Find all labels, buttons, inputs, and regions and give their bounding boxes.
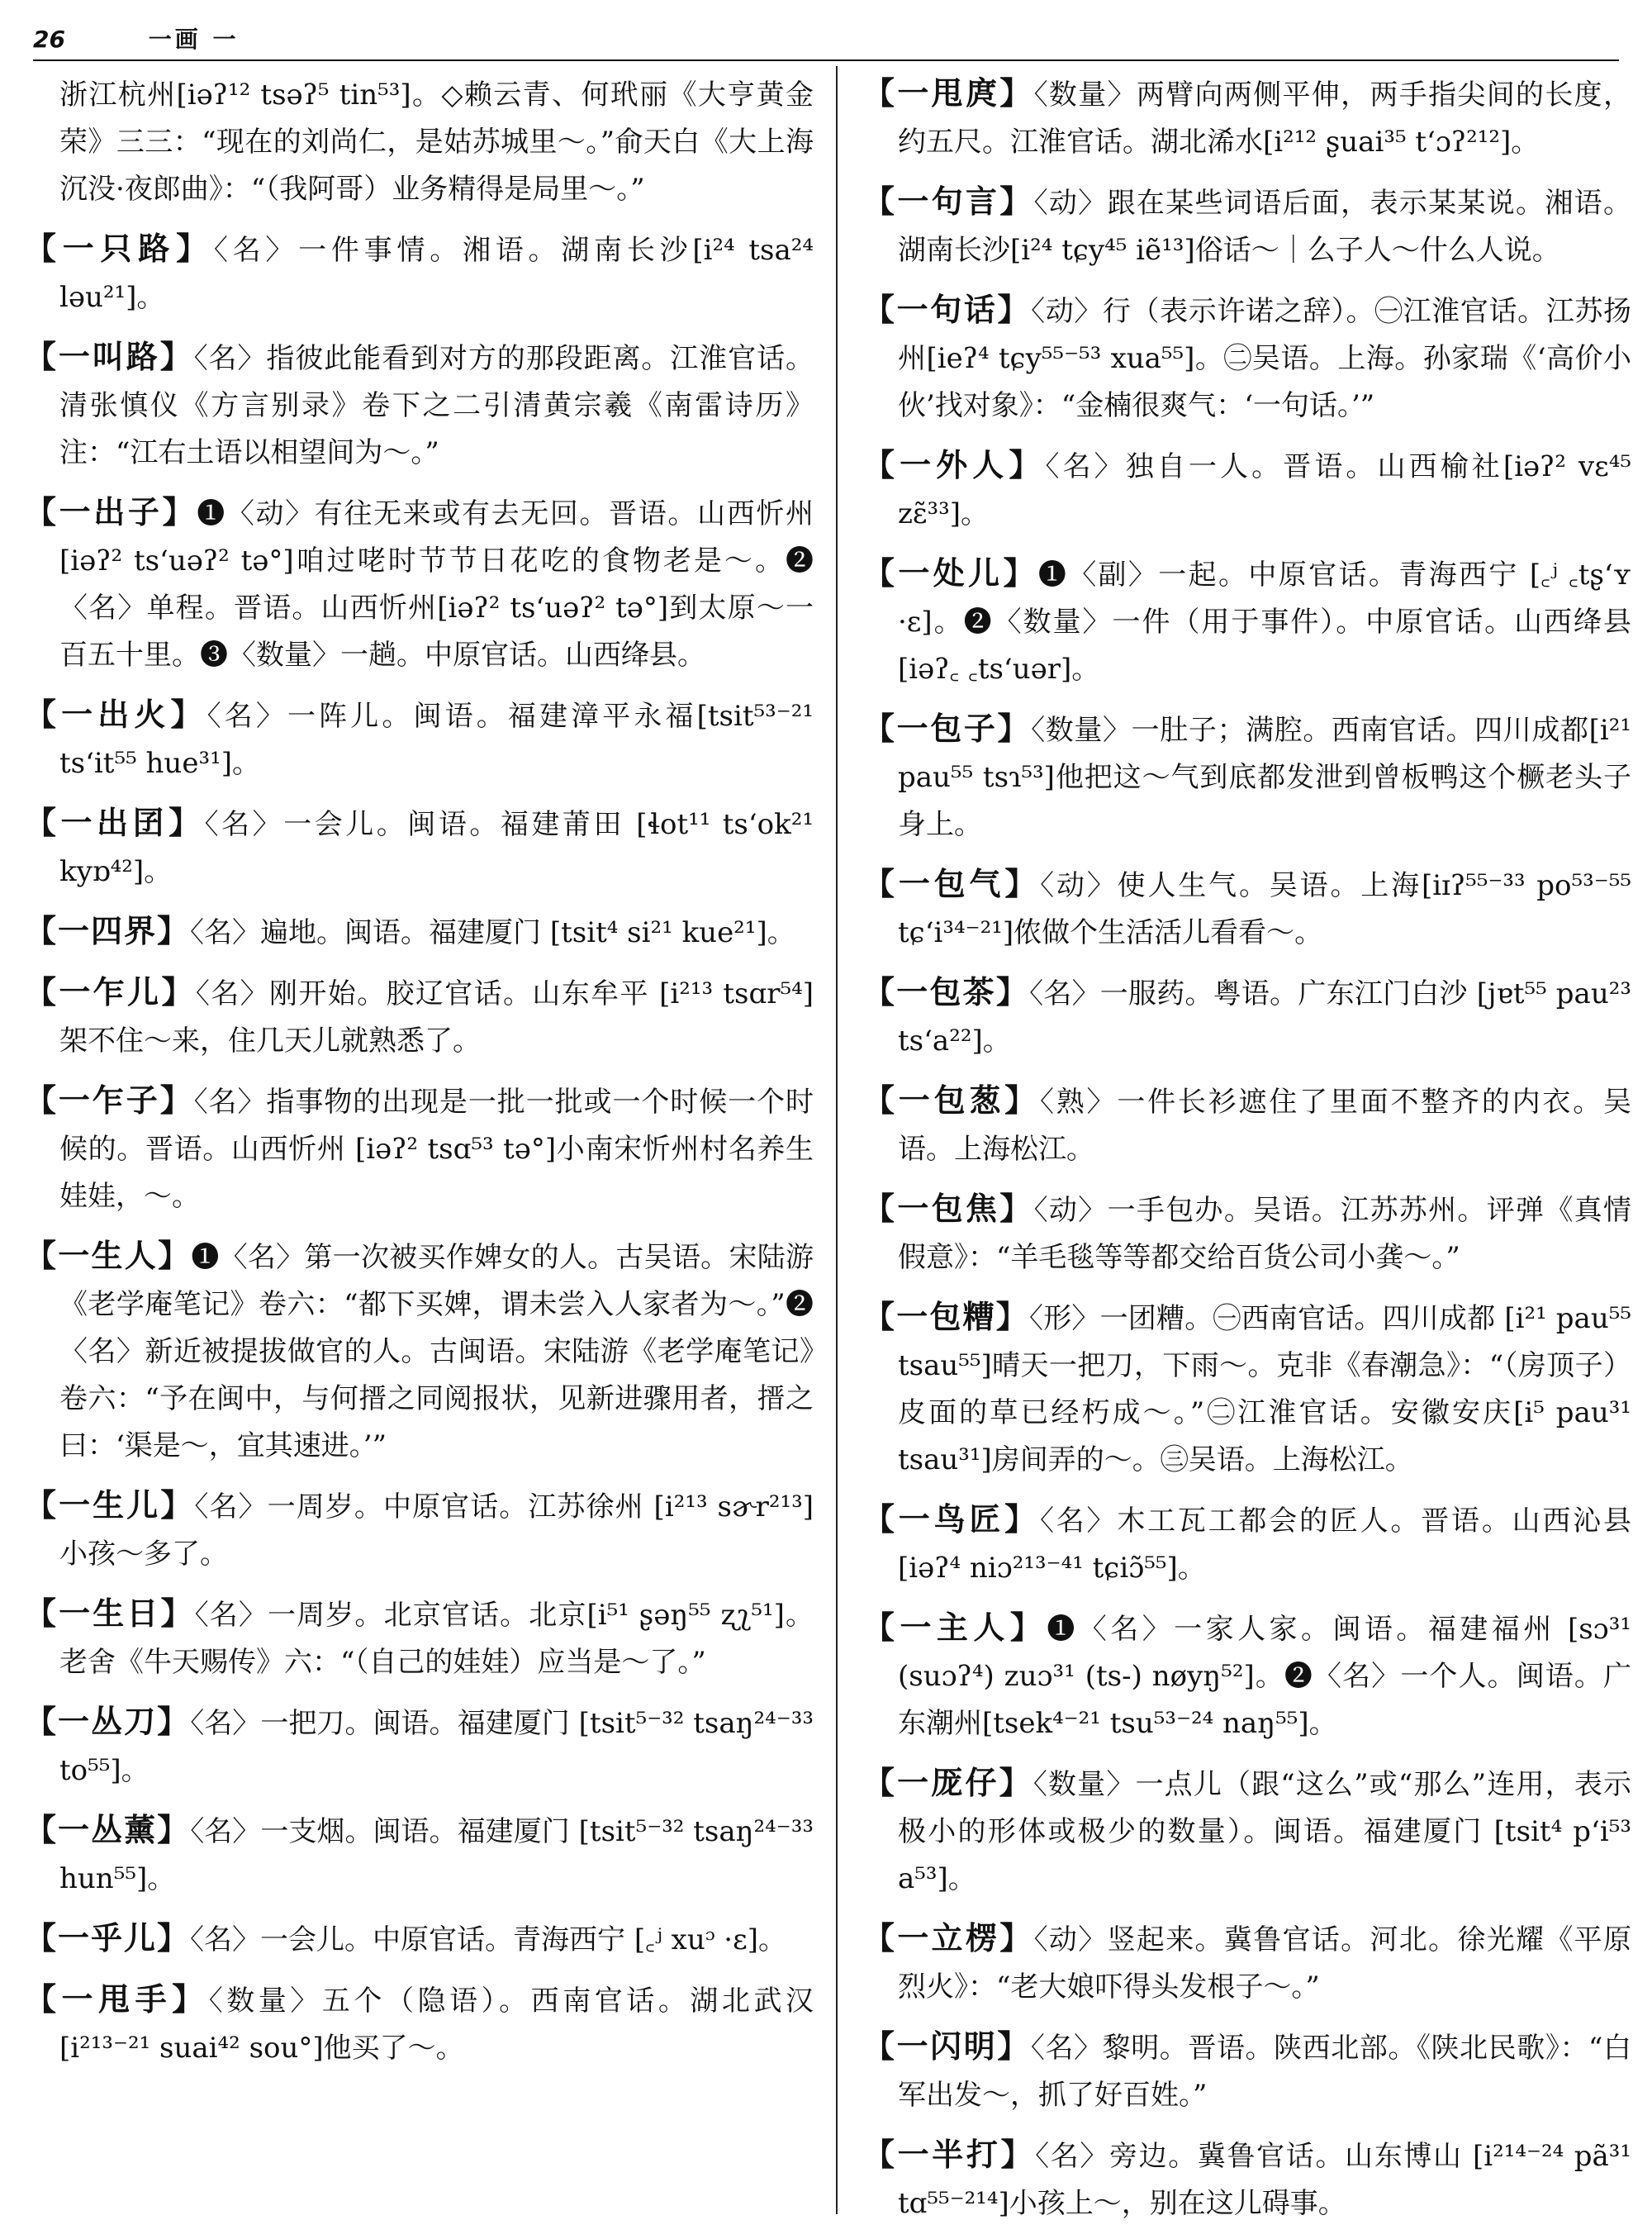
entry-definition: 〈名〉木工瓦工都会的匠人。晋语。山西沁县[iəʔ⁴ niɔ²¹³⁻⁴¹ tɕiɔ̃⁵⁵]。 xyxy=(898,1505,1631,1585)
dictionary-entry xyxy=(863,286,1631,430)
entry-definition: 〈名〉一服药。粤语。广东江门白沙 [jɐt⁵⁵ pau²³ tsʻa²²]。 xyxy=(898,977,1631,1058)
dictionary-entry xyxy=(25,225,814,321)
entry-definition: 〈名〉指彼此能看到对方的那段距离。江淮官话。清张慎仪《方言别录》卷下之二引清黄宗羲《南雷诗历》注：“江右土语以相望间为～。” xyxy=(59,342,814,469)
entry-headword: 【一丛薰】 xyxy=(25,1811,191,1848)
dictionary-entry xyxy=(863,705,1631,849)
dictionary-entry xyxy=(863,549,1631,693)
entry-headword: 【一包气】 xyxy=(863,865,1041,902)
dictionary-entry xyxy=(25,488,814,679)
entry-definition: 〈数量〉五个（隐语）。西南官话。湖北武汉[i²¹³⁻²¹ suai⁴² sou°]他买了～。 xyxy=(59,1985,814,2065)
entry-definition: 〈动〉跟在某些词语后面，表示某某说。湘语。湖南长沙[i²⁴ tɕy⁴⁵ iẽ¹³]俗话～｜么子人～什么人说。 xyxy=(898,187,1631,267)
dictionary-entry xyxy=(863,1185,1631,1281)
entry-headword: 【一厐仔】 xyxy=(863,1764,1033,1801)
entry-definition: 〈数量〉一肚子；满腔。西南官话。四川成都[i²¹ pau⁵⁵ tsɿ⁵³]他把这～气到底都发泄到曾板鸭这个橛老头子身上。 xyxy=(898,714,1631,841)
entry-definition: 〈名〉一支烟。闽语。福建厦门 [tsit⁵⁻³² tsaŋ²⁴⁻³³ hun⁵⁵]。 xyxy=(59,1815,814,1895)
entry-headword: 【一包茶】 xyxy=(863,973,1030,1010)
entry-headword: 【一乍儿】 xyxy=(25,973,196,1010)
dictionary-entry xyxy=(863,1604,1631,1747)
dictionary-entry xyxy=(25,968,814,1065)
entry-headword: 【一乍子】 xyxy=(25,1081,194,1119)
entry-definition: ❶〈动〉有往无来或有去无回。晋语。山西忻州[iəʔ² tsʻuəʔ² tə°]咱过咾时节节日花吃的食物老是～。❷〈名〉单程。晋语。山西忻州[iəʔ² tsʻuəʔ² tə°]到太原～一百五十里。❸〈数量〉一趟。中原官话。山西绛县。 xyxy=(59,497,814,672)
entry-definition: 〈名〉遍地。闽语。福建厦门 [tsit⁴ si²¹ kue²¹]。 xyxy=(190,916,795,949)
dictionary-entry xyxy=(863,1495,1631,1592)
dictionary-entry xyxy=(863,2131,1631,2227)
entry-definition: 〈形〉一团糟。㊀西南官话。四川成都 [i²¹ pau⁵⁵ tsau⁵⁵]晴天一把刀，下雨～。克非《春潮急》：“（房顶子）皮面的草已经朽成～。”㊁江淮官话。安徽安庆[i⁵ pau³¹ tsau³¹]房间弄的～。㊂吴语。上海松江。 xyxy=(898,1302,1631,1476)
dictionary-entry xyxy=(863,441,1631,538)
entry-headword: 【一四界】 xyxy=(25,912,191,949)
dictionary-entry xyxy=(863,860,1631,957)
dictionary-entry xyxy=(863,2023,1631,2119)
entry-definition: 〈名〉一周岁。中原官话。江苏徐州 [i²¹³ sɚr²¹³]小孩～多了。 xyxy=(59,1490,814,1571)
dictionary-entry xyxy=(863,1293,1631,1484)
entry-definition: 〈数量〉两臂向两侧平伸，两手指尖间的长度，约五尺。江淮官话。湖北浠水[i²¹² ʂuai³⁵ tʻɔʔ²¹²]。 xyxy=(898,78,1631,159)
dictionary-entry xyxy=(25,691,814,787)
page-header xyxy=(33,21,1619,55)
entry-definition: ❶〈名〉第一次被买作婢女的人。古吴语。宋陆游《老学庵笔记》卷六：“都下买婢，谓未尝入人家者为～。”❷〈名〉新近被提拔做官的人。古闽语。宋陆游《老学庵笔记》卷六：“予在闽中，与何搢之同阅报状，见新进骤用者，搢之曰：‘渠是～，宜其速进。’” xyxy=(59,1241,814,1462)
dictionary-entry xyxy=(863,178,1631,274)
entry-definition: 〈动〉一手包办。吴语。江苏苏州。评弹《真情假意》：“羊毛毯等等都交给百货公司小龚～。” xyxy=(898,1194,1631,1274)
entry-definition: 〈名〉指事物的出现是一批一批或一个时候一个时候的。晋语。山西忻州 [iəʔ² tsɑ⁵³ tə°]小南宋忻州村名养生娃娃，～。 xyxy=(59,1086,814,1213)
entry-definition: 〈名〉一阵儿。闽语。福建漳平永福[tsit⁵³⁻²¹ tsʻit⁵⁵ hue³¹]。 xyxy=(59,700,814,780)
entry-headword: 【一外人】 xyxy=(863,446,1046,483)
entry-headword: 【一包子】 xyxy=(863,710,1032,747)
dictionary-entry xyxy=(25,1481,814,1578)
column-divider xyxy=(836,66,838,2214)
dictionary-entry xyxy=(25,69,814,213)
entry-headword: 【一包糟】 xyxy=(863,1298,1029,1335)
dictionary-entry xyxy=(25,1698,814,1795)
dictionary-entry xyxy=(25,1914,814,1964)
entry-definition: 〈熟〉一件长衫遮住了里面不整齐的内衣。吴语。上海松江。 xyxy=(898,1086,1631,1166)
section-label: 一画 一 xyxy=(148,26,240,53)
entry-definition: 〈名〉刚开始。胶辽官话。山东牟平 [i²¹³ tsɑr⁵⁴] 架不住～来，住几天儿就熟悉了。 xyxy=(59,977,814,1058)
entry-headword: 【一句言】 xyxy=(863,183,1034,220)
dictionary-entry xyxy=(25,1077,814,1220)
entry-definition: 〈名〉一会儿。中原官话。青海西宁 [꜀ʲ xuᵓ ·ɛ]。 xyxy=(190,1923,786,1956)
entry-headword: 【一丛刀】 xyxy=(25,1703,191,1740)
entry-headword: 【一包焦】 xyxy=(863,1190,1034,1227)
dictionary-entry xyxy=(863,1077,1631,1173)
dictionary-entry xyxy=(25,1232,814,1470)
dictionary-entry xyxy=(25,1590,814,1686)
entry-headword: 【一主人】 xyxy=(863,1609,1047,1646)
entry-headword: 【一闪明】 xyxy=(863,2027,1031,2065)
entry-definition: 〈动〉竖起来。冀鲁官话。河北。徐光耀《平原烈火》：“老大娘吓得头发根子～。” xyxy=(898,1923,1631,2004)
entry-headword: 【一处儿】 xyxy=(863,554,1038,592)
header-rule xyxy=(33,59,1619,61)
entry-headword: 【一甩庹】 xyxy=(863,74,1034,112)
entry-headword: 【一半打】 xyxy=(863,2136,1036,2173)
entry-headword: 【一乎儿】 xyxy=(25,1919,191,1956)
entry-headword: 【一生人】 xyxy=(25,1237,192,1274)
entry-definition: 〈名〉旁边。冀鲁官话。山东博山 [i²¹⁴⁻²⁴ pã³¹ tɑ⁵⁵⁻²¹⁴]小孩上～，别在这儿碍事。 xyxy=(898,2140,1631,2220)
entry-definition: 〈名〉一件事情。湘语。湖南长沙[i²⁴ tsa²⁴ ləu²¹]。 xyxy=(59,234,814,314)
dictionary-entry xyxy=(863,1759,1631,1903)
dictionary-entry xyxy=(25,1806,814,1903)
entry-headword: 【一立楞】 xyxy=(863,1919,1034,1956)
dictionary-entry xyxy=(25,1975,814,2072)
entry-headword: 【一鸟匠】 xyxy=(863,1500,1040,1538)
entry-headword: 【一生儿】 xyxy=(25,1486,195,1524)
entry-headword: 【一甩手】 xyxy=(25,1980,209,2018)
entry-definition: 浙江杭州[iəʔ¹² tsəʔ⁵ tin⁵³]。◇赖云青、何玳丽《大亨黄金荣》三三：“现在的刘尚仁，是姑苏城里～。”俞天白《大上海沉没·夜郎曲》：“（我阿哥）业务精得是局里～。” xyxy=(59,78,814,206)
left-column xyxy=(25,69,814,2084)
entry-headword: 【一叫路】 xyxy=(25,338,194,375)
dictionary-entry xyxy=(863,968,1631,1065)
dictionary-entry xyxy=(863,69,1631,166)
dictionary-entry xyxy=(25,333,814,477)
entry-definition: 〈名〉一把刀。闽语。福建厦门 [tsit⁵⁻³² tsaŋ²⁴⁻³³ to⁵⁵]。 xyxy=(59,1707,814,1787)
dictionary-entry xyxy=(25,799,814,896)
dictionary-entry xyxy=(25,907,814,957)
entry-definition: 〈数量〉一点儿（跟“这么”或“那么”连用，表示极小的形体或极少的数量）。闽语。福建厦门 [tsit⁴ pʻi⁵³ a⁵³]。 xyxy=(898,1768,1631,1895)
right-column xyxy=(863,69,1631,2239)
entry-definition: 〈名〉独自一人。晋语。山西榆社[iəʔ² vɛ⁴⁵ zɛ̃³³]。 xyxy=(898,450,1631,530)
entry-definition: 〈名〉一会儿。闽语。福建莆田 [ɬot¹¹ tsʻok²¹ kyɒ⁴²]。 xyxy=(59,808,814,888)
entry-headword: 【一生日】 xyxy=(25,1595,195,1632)
entry-headword: 【一出火】 xyxy=(25,696,207,733)
entry-definition: ❶〈名〉一家人家。闽语。福建福州 [sɔ³¹ (suɔʔ⁴) zuɔ³¹ (ts-) nøyŋ⁵²]。❷〈名〉一个人。闽语。广东潮州[tsek⁴⁻²¹ tsu⁵³⁻²⁴ naŋ⁵⁵]。 xyxy=(898,1613,1631,1740)
entry-definition: 〈动〉行（表示许诺之辞）。㊀江淮官话。江苏扬州[ieʔ⁴ tɕy⁵⁵⁻⁵³ xua⁵⁵]。㊁吴语。上海。孙家瑞《‘高价小伙’找对象》：“金楠很爽气：‘一句话。’” xyxy=(898,295,1631,422)
entry-definition: ❶〈副〉一起。中原官话。青海西宁 [꜀ʲ ꜀tʂʻʏ ·ɛ]。❷〈数量〉一件（用于事件）。中原官话。山西绛县[iəʔ꜀ ꜀tsʻuər]。 xyxy=(898,559,1631,686)
entry-headword: 【一只路】 xyxy=(25,230,214,267)
entry-headword: 【一出子】 xyxy=(25,493,197,530)
entry-headword: 【一句话】 xyxy=(863,291,1032,328)
entry-headword: 【一包葱】 xyxy=(863,1081,1040,1119)
entry-definition: 〈名〉一周岁。北京官话。北京[i⁵¹ ʂəŋ⁵⁵ ʐʅ⁵¹]。老舍《牛天赐传》六：“（自己的娃娃）应当是～了。” xyxy=(59,1599,814,1679)
entry-headword: 【一出囝】 xyxy=(25,804,205,841)
dictionary-entry xyxy=(863,1914,1631,2011)
entry-definition: 〈动〉使人生气。吴语。上海[iɪʔ⁵⁵⁻³³ po⁵³⁻⁵⁵ tɕʻi³⁴⁻²¹]侬做个生活活儿看看～。 xyxy=(898,869,1631,949)
entry-definition: 〈名〉黎明。晋语。陕西北部。《陕北民歌》：“白军出发～，抓了好百姓。” xyxy=(898,2032,1631,2112)
page-number: 26 xyxy=(33,26,65,53)
